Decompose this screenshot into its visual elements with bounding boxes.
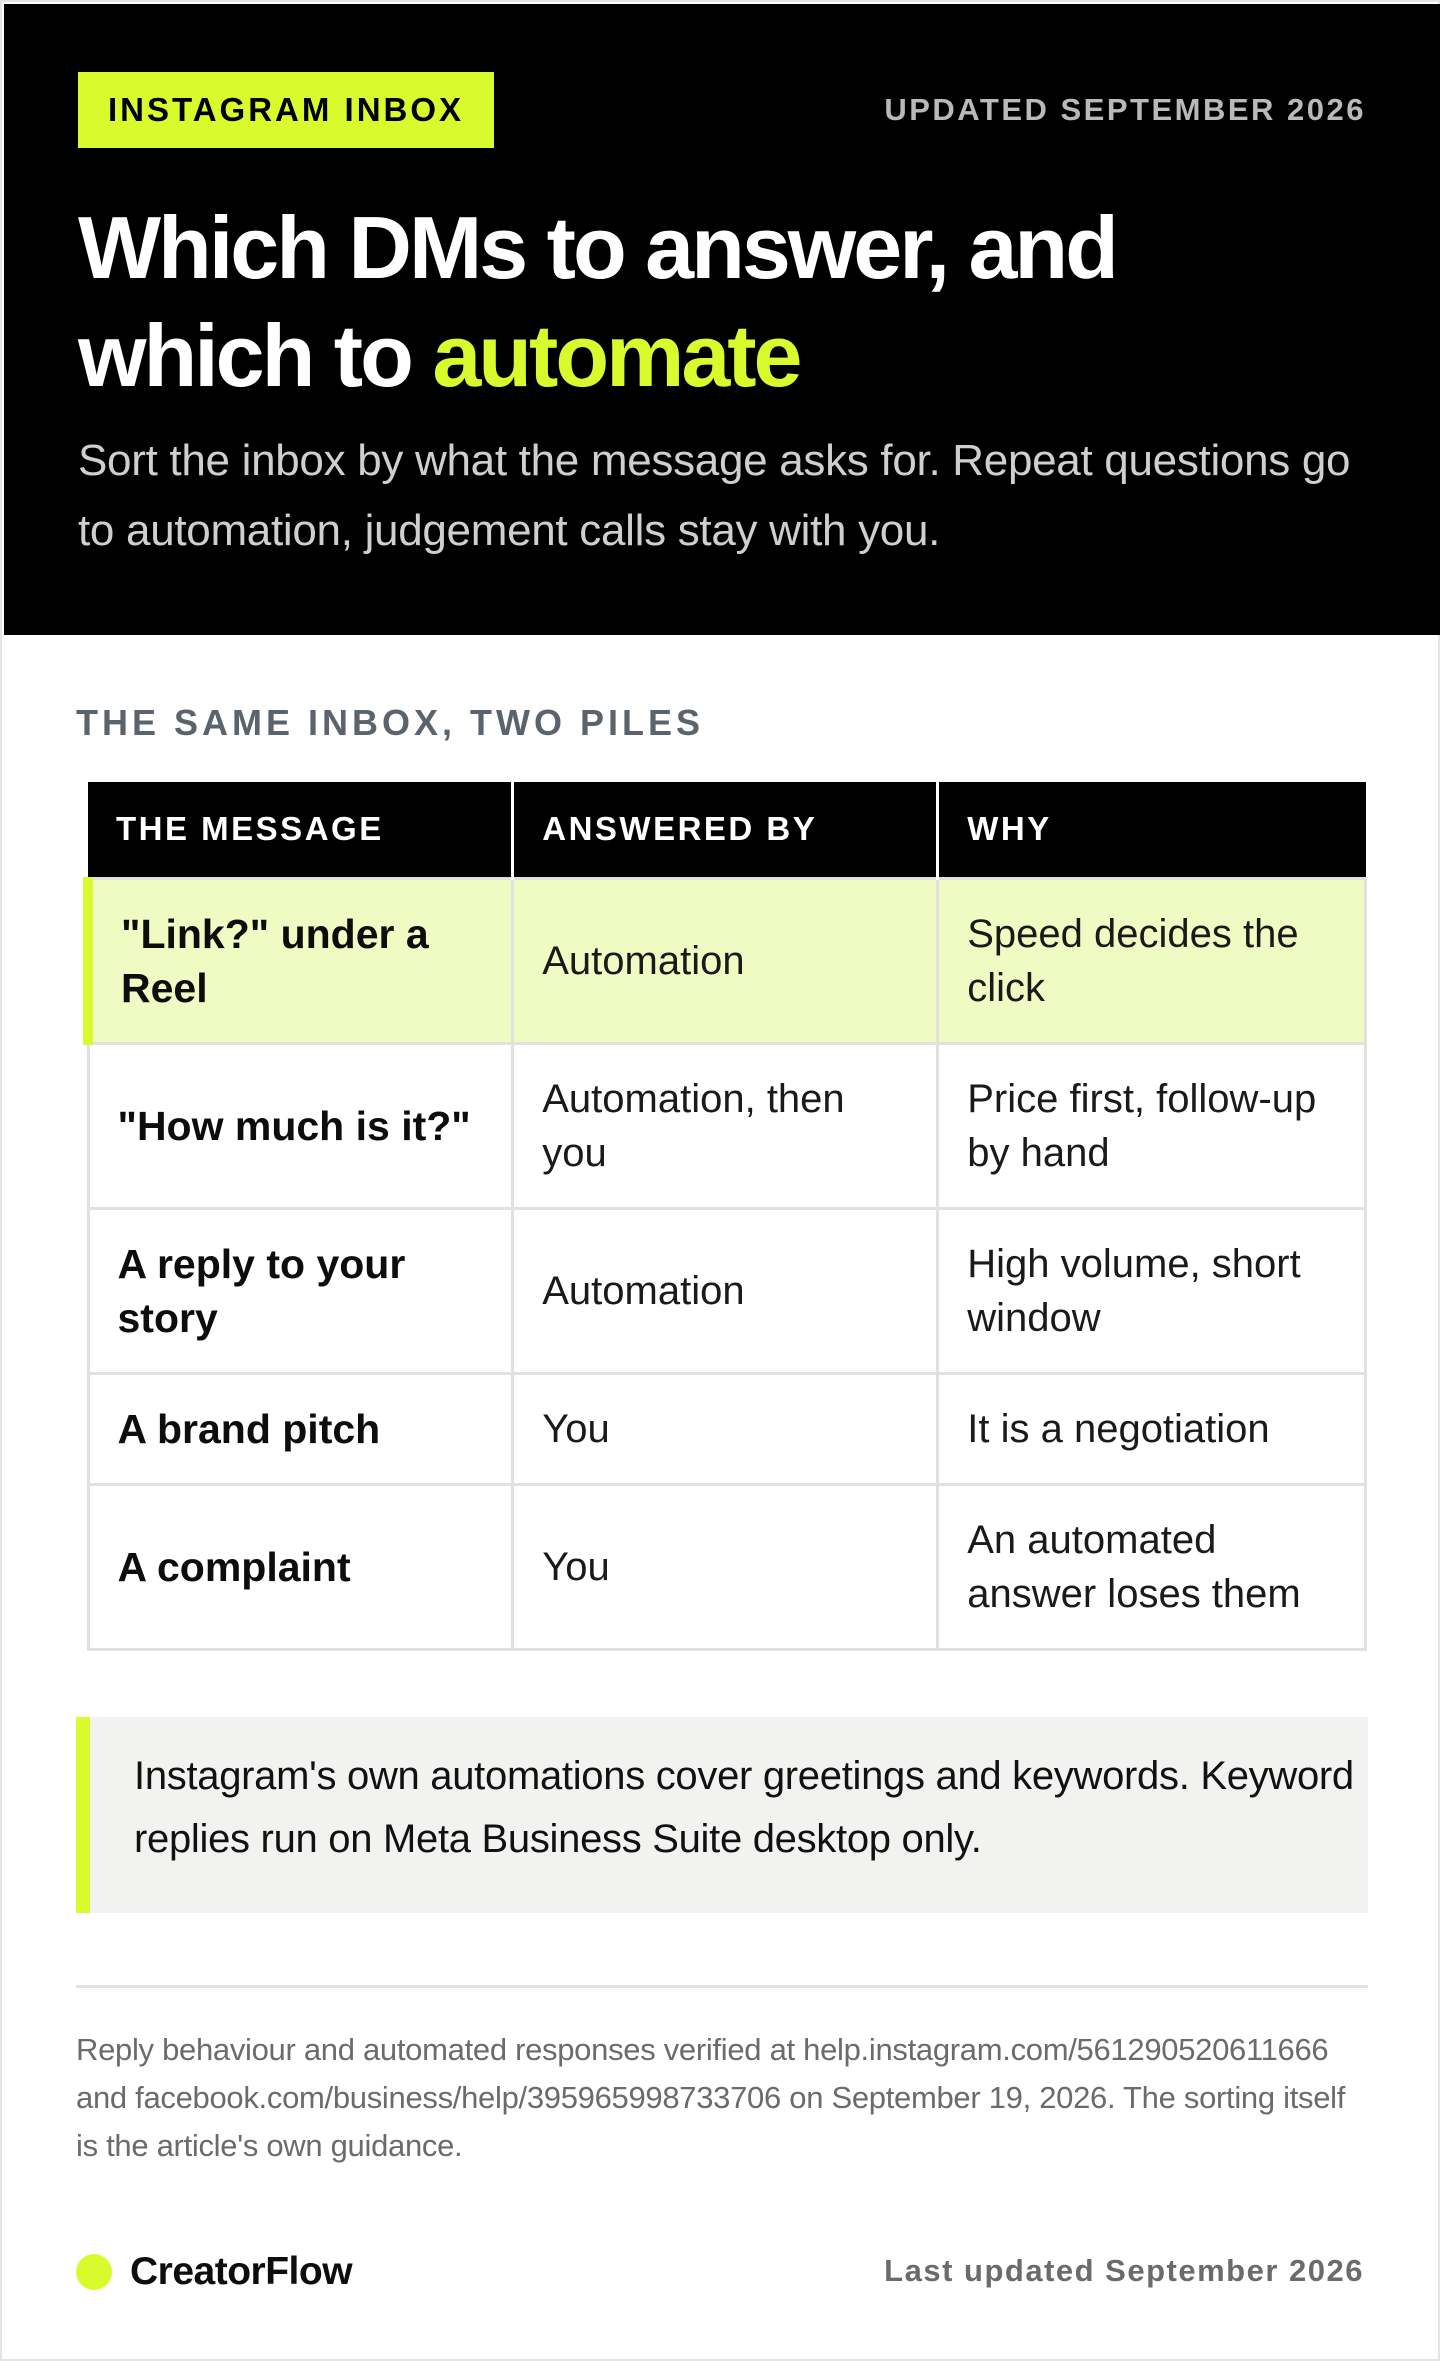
category-tag: INSTAGRAM INBOX [78,72,494,148]
why-cell: An automated answer loses them [938,1484,1366,1649]
table-row [88,1484,1366,1649]
answered-by-cell: You [513,1484,938,1649]
message-cell: A brand pitch [88,1373,513,1484]
brand-name: CreatorFlow [130,2250,353,2293]
updated-label: UPDATED SEPTEMBER 2026 [884,92,1366,127]
why-cell: Speed decides the click [938,878,1366,1043]
message-cell: "How much is it?" [88,1043,513,1208]
source-note: Reply behaviour and automated responses verified at help.instagram.com/561290520611666 and facebook.com/business/help/395965998733706 on September 19, 2026. The sorting itself is the article's own guidance. [76,2032,1346,2163]
column-header-why: WHY [938,782,1366,878]
title-accent: automate [432,306,800,405]
table-header-row [88,782,1366,878]
table-row [88,1208,1366,1373]
divider [76,1985,1368,1988]
title-main: Which DMs to answer, and which to [78,198,1116,405]
answered-by-cell: Automation [513,1208,938,1373]
hero-header [4,4,1440,635]
answered-by-cell: Automation [513,878,938,1043]
why-cell: It is a negotiation [938,1373,1366,1484]
lede-paragraph: Sort the inbox by what the message asks for. Repeat questions go to automation, judgement calls stay with you. [78,436,1351,555]
section-label: THE SAME INBOX, TWO PILES [76,702,705,743]
brand-logo [76,2250,352,2294]
dm-sorting-table [83,782,1367,1651]
column-header-message: THE MESSAGE [88,782,513,878]
answered-by-cell: Automation, then you [513,1043,938,1208]
why-cell: High volume, short window [938,1208,1366,1373]
message-cell: A complaint [88,1484,513,1649]
message-cell: A reply to your story [88,1208,513,1373]
brand-dot-icon [76,2254,112,2290]
why-cell: Price first, follow-up by hand [938,1043,1366,1208]
table-row [88,878,1366,1043]
table-row [88,1043,1366,1208]
table-row [88,1373,1366,1484]
column-header-answered-by: ANSWERED BY [513,782,938,878]
answered-by-cell: You [513,1373,938,1484]
footer-updated: Last updated September 2026 [884,2253,1364,2288]
callout-note: Instagram's own automations cover greetings and keywords. Keyword replies run on Meta Business Suite desktop only. [76,1717,1368,1913]
page-title [78,194,1328,410]
message-cell: "Link?" under a Reel [88,878,513,1043]
